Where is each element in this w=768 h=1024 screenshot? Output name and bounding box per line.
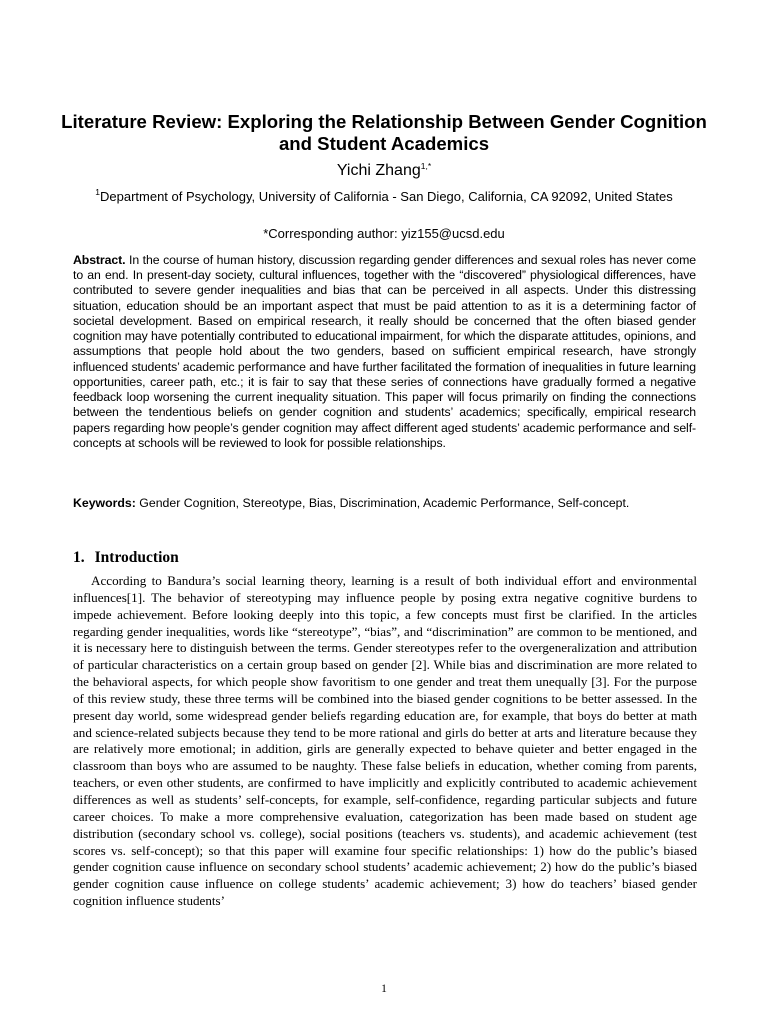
body-paragraph: According to Bandura’s social learning theory, learning is a result of both individual effort and environmental influences[1]. The behavior of stereotyping may influence people by posing extra negative cognitive burdens to impede achievement. Before looking deeply into this topic, a few concepts must first be clarified. In the articles regarding gender inequalities, words like “stereotype”, “bias”, and “discrimination” are common to be mentioned, and it is necessary here to distinguish between the terms. Gender stereotypes refer to the overgeneralization and attribution of particular characteristics on a certain group based on gender [2]. While bias and discrimination are more related to the behavioral aspects, for which people show favoritism to one gender and treat them unequally [3]. For the purpose of this review study, these three terms will be combined into the biased gender cognitions to be better assessed. In the present day world, some widespread gender beliefs regarding education are, for example, that boys do better at math and science-related subjects because they tend to be more rational and girls do better at arts and literature because they are relatively more emotional; in addition, girls are generally expected to behave quieter and better engaged in the classroom than boys who are assumed to be naughty. These false beliefs in education, whether coming from parents, teachers, or even other students, are confirmed to have implicitly and explicitly contributed to academic achievement differences as well as students’ self-concepts, for example, self-confidence, regarding particular subjects and future career choices. To make a more comprehensive evaluation, categorization has been made based on student age distribution (secondary school vs. college), social positions (teachers vs. students), and academic achievement (test scores vs. self-concept); so that this paper will examine four specific relationships: 1) how do the public’s biased gender cognition cause influence on secondary school students’ academic achievement; 2) how do the public’s biased gender cognition cause influence on college students’ academic achievement; 3) how do teachers’ biased gender cognition influence students’ xyxy=(73,573,697,909)
abstract-label: Abstract. xyxy=(73,253,126,267)
affiliation-text: Department of Psychology, University of California - San Diego, California, CA 92092, United States xyxy=(99,189,673,204)
author-marks: 1,* xyxy=(420,161,432,171)
abstract xyxy=(73,253,696,451)
abstract-text: In the course of human history, discussion regarding gender differences and sexual roles has never come to an end. In present-day society, cultural influences, together with the “discovered” physiological differences, have contributed to severe gender inequalities and bias that can be perceived in all aspects. Under this distressing situation, education should be an important aspect that must be paid attention to as it is a determining factor of societal development. Based on empirical research, it really should be concerned that the often biased gender cognition may have potentially contributed to educational impairment, for which the disparate attitudes, opinions, and assumptions that people hold about the two genders, based on sufficient empirical research, have strongly influenced students’ academic performance and have further facilitated the formation of inequalities in future learning opportunities, career path, etc.; it is fair to say that these series of connections have gradually formed a negative feedback loop worsening the current inequality situation. This paper will focus primarily on finding the connections between the tendentious beliefs on gender cognition and students’ academics; specifically, empirical research papers regarding how people’s gender cognition may affect different aged students’ academic performance and self-concepts at schools will be reviewed to look for possible relationships. xyxy=(73,253,696,450)
section-number: 1. xyxy=(73,549,85,566)
keywords xyxy=(73,495,696,512)
section-heading xyxy=(73,548,179,568)
paper-title: Literature Review: Exploring the Relationship Between Gender Cognition and Student Academics xyxy=(61,111,707,154)
author-name: Yichi Zhang xyxy=(336,162,421,179)
section-title: Introduction xyxy=(94,549,179,566)
page-number: 1 xyxy=(381,983,387,995)
corresponding-author: *Corresponding author: yiz155@ucsd.edu xyxy=(263,226,505,241)
affiliation-mark: 1 xyxy=(95,187,100,197)
affiliation xyxy=(80,189,688,205)
keywords-label: Keywords: xyxy=(73,496,136,510)
keywords-text: Gender Cognition, Stereotype, Bias, Discrimination, Academic Performance, Self-concept. xyxy=(139,496,630,510)
author-line xyxy=(60,161,708,181)
